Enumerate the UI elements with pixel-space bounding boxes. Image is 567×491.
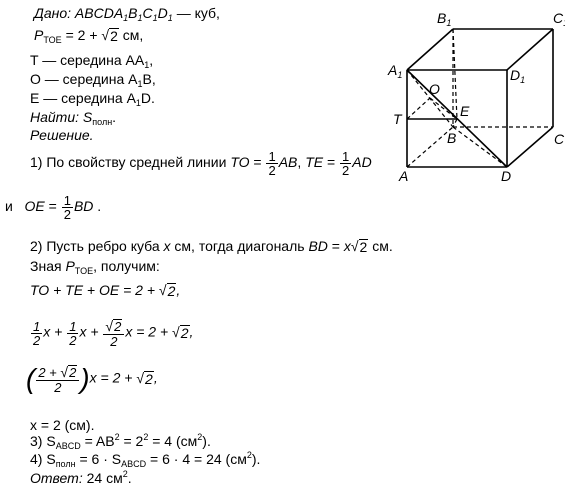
label-c1: C (553, 10, 564, 26)
equation-3: ( 2 + √ 2 2 )x = 2 + √ 2 , (26, 363, 158, 395)
step2-line: 2) Пусть ребро куба x см, тогда диагональ BD = x √ 2 см. (30, 238, 393, 255)
step1-oe-line: и OE = $\frac{1}{2}$ BD . (5, 193, 102, 222)
fraction-half: $\frac{1}{2}$ (63, 193, 71, 222)
equation-1: TO + TE + OE = 2 + √ 2 , (30, 282, 181, 299)
edge-c-d (507, 127, 553, 167)
given-e-line: E — середина $A_1D$. (30, 90, 155, 108)
step2-know-line: Зная $P_{TOE}$, получим: (30, 258, 160, 276)
label-d: D (501, 168, 512, 184)
given-find-line: Найти: $S_{полн}$. (30, 109, 117, 127)
step1-line: 1) По свойству средней линии TO = $\frac{1}{2}$ AB, TE = $\frac{1}{2}$ AD (30, 149, 372, 178)
fraction-half: $\frac{1}{2}$ (342, 149, 350, 178)
label-b: B (447, 130, 457, 146)
given-perimeter-line: $P_{TOE} = 2$ + √ 2 см, (34, 27, 144, 45)
label-a: A (399, 168, 409, 184)
label-c: C (554, 131, 565, 147)
step3-line: 3) $S_{ABCD} = AB^2 = 2^2 = 4$ $(см^2)$. (30, 432, 211, 451)
hidden-segment-t-o (407, 98, 430, 119)
label-a1: $A_1$ (388, 62, 403, 80)
label-t: T (393, 111, 402, 127)
fraction-half: $\frac{1}{2}$ (268, 149, 276, 178)
label-e: E (460, 103, 470, 119)
cube-figure (385, 5, 565, 185)
sqrt-2: √ 2 (101, 27, 118, 44)
solution-heading: Решение. (30, 127, 94, 143)
label-d1: $D_1$ (510, 67, 526, 85)
hidden-segment-b-d (453, 127, 507, 167)
label-b1: $B_1$ (437, 10, 452, 28)
edge-a1-b1 (407, 29, 453, 70)
given-o-line: O — середина $A_1B$, (30, 71, 156, 89)
given-t-line: T — середина $AA_1$, (30, 52, 154, 70)
label-o: O (429, 81, 440, 97)
edge-c1-d1 (507, 29, 553, 70)
hidden-segment-d-e (453, 119, 457, 127)
equation-2: $\frac{1}{2}$ x + $\frac{1}{2}$ x + √ 2 2 x = 2 + √ 2 , (33, 318, 194, 349)
answer-line: Ответ: 24 $см^2$. (30, 469, 132, 486)
given-cube-line: Дано: $ABCDA_1B_1C_1D_1$ — куб, (34, 5, 220, 23)
hidden-segment-b1-e (453, 29, 457, 119)
step4-line: 4) $S_{полн} = 6 \cdot S_{ABCD} = 6 \cdot 4 = 24$ $(см^2)$. (30, 450, 261, 469)
x-result: x = 2 (см). (30, 417, 95, 433)
